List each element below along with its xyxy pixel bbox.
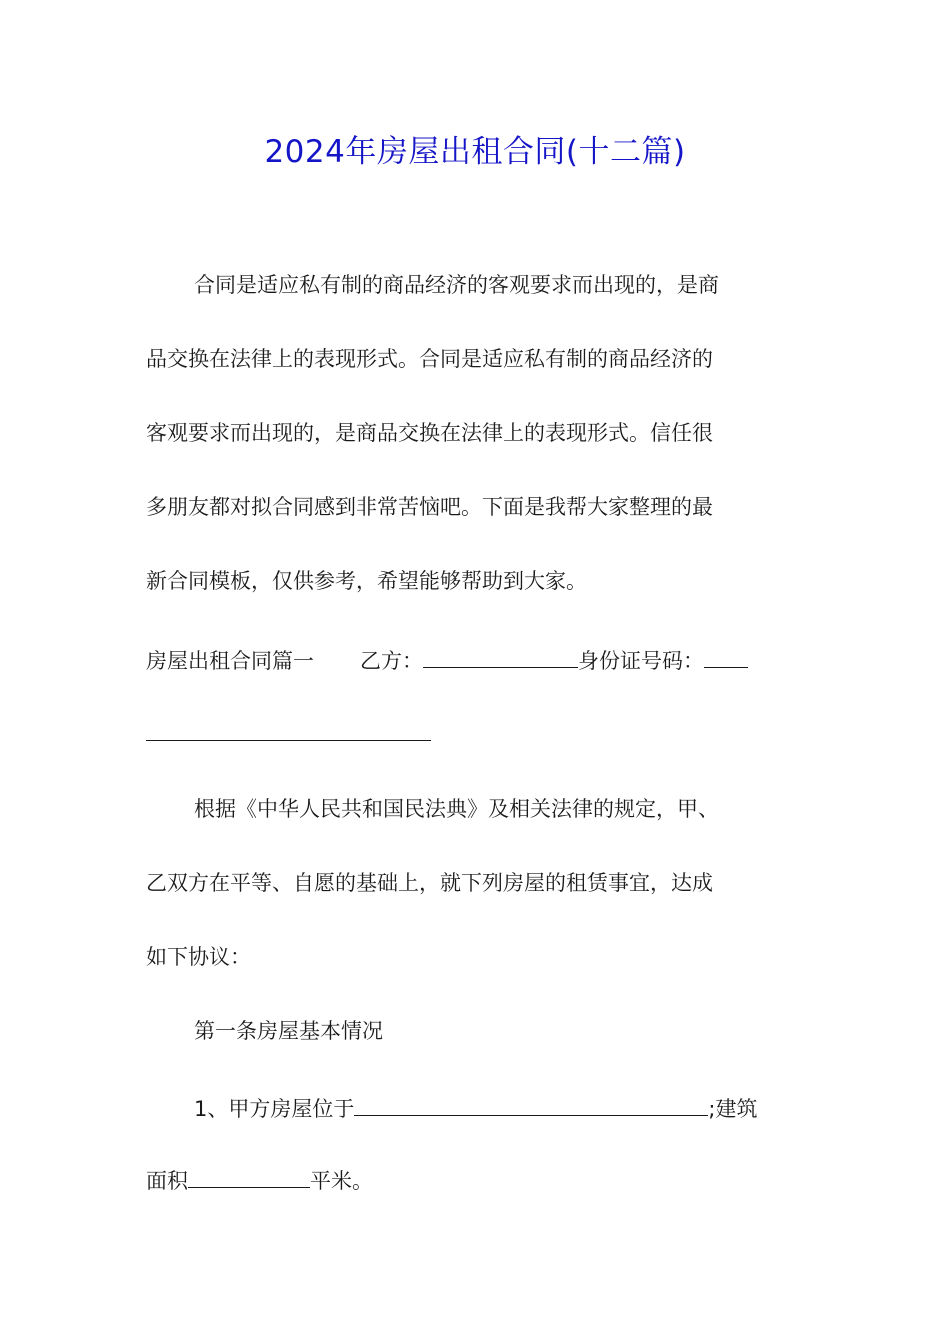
area-label: 面积 — [146, 1169, 188, 1193]
area-blank — [188, 1169, 310, 1188]
location-blank — [354, 1097, 708, 1116]
intro-line-3: 客观要求而出现的，是商品交换在法律上的表现形式。信任很 — [146, 421, 713, 445]
party-b-blank — [423, 649, 578, 668]
intro-line-2: 品交换在法律上的表现形式。合同是适应私有制的商品经济的 — [146, 347, 713, 371]
area-unit: 平米。 — [310, 1169, 373, 1193]
item-1-prefix: 1、甲方房屋位于 — [194, 1097, 355, 1121]
intro-line-1: 合同是适应私有制的商品经济的客观要求而出现的，是商 — [194, 273, 719, 297]
basis-line-2: 乙双方在平等、自愿的基础上，就下列房屋的租赁事宜，达成 — [146, 871, 713, 895]
id-number-blank-continued — [146, 740, 431, 741]
basis-line-3: 如下协议： — [146, 945, 251, 969]
id-number-label: 身份证号码： — [578, 649, 704, 673]
intro-line-5: 新合同模板，仅供参考，希望能够帮助到大家。 — [146, 569, 587, 593]
article-1-heading: 第一条房屋基本情况 — [194, 1019, 383, 1043]
party-info-line — [146, 646, 748, 676]
id-number-blank — [704, 649, 748, 668]
party-b-label: 乙方： — [360, 649, 423, 673]
document-title: 2024年房屋出租合同(十二篇) — [264, 134, 686, 170]
basis-line-1: 根据《中华人民共和国民法典》及相关法律的规定，甲、 — [194, 797, 719, 821]
item-1-line-2 — [146, 1166, 373, 1196]
section-heading: 房屋出租合同篇一 — [146, 649, 314, 673]
item-1-line-1 — [194, 1094, 757, 1124]
item-1-middle: ;建筑 — [708, 1097, 758, 1121]
intro-line-4: 多朋友都对拟合同感到非常苦恼吧。下面是我帮大家整理的最 — [146, 495, 713, 519]
